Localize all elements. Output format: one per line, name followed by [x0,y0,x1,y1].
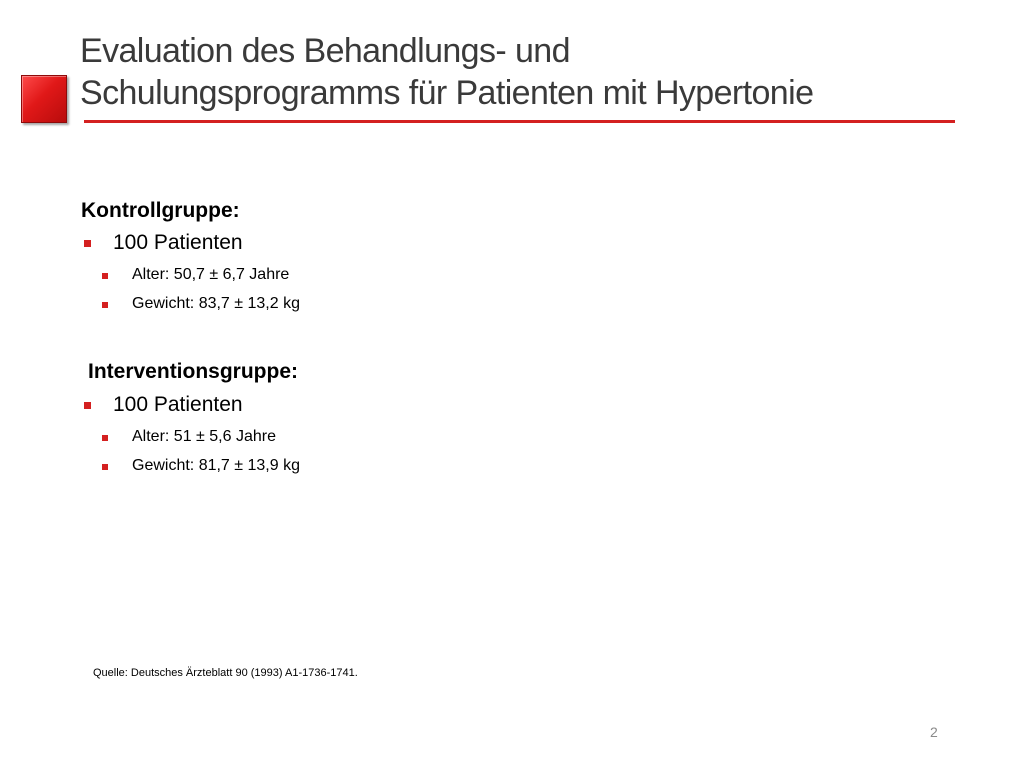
list-item-control-age [132,266,289,284]
title-line-2: Schulungsprogramms für Patienten mit Hypertonie [80,74,814,112]
control-age-text: Alter: 50,7 ± 6,7 Jahre [132,266,290,283]
source-citation: Quelle: Deutsches Ärzteblatt 90 (1993) A1-1736-1741. [93,667,358,679]
intervention-count-text: 100 Patienten [113,393,243,416]
page-number: 2 [930,724,938,740]
list-item-intervention-weight [132,457,300,475]
bullet-square-icon [102,302,108,308]
group-heading-intervention: Interventionsgruppe: [88,360,299,383]
group-heading-control: Kontrollgruppe: [81,199,240,222]
title-underline [84,120,955,123]
red-square-decoration [21,75,67,123]
list-item-control-weight [132,295,300,313]
title-line-1: Evaluation des Behandlungs- und [80,32,570,70]
bullet-square-icon [102,464,108,470]
list-item-control-count [113,231,243,255]
bullet-square-icon [102,435,108,441]
bullet-square-icon [84,240,91,247]
bullet-square-icon [102,273,108,279]
intervention-age-text: Alter: 51 ± 5,6 Jahre [132,428,276,445]
slide-title [80,30,980,114]
list-item-intervention-count [113,393,243,417]
intervention-weight-text: Gewicht: 81,7 ± 13,9 kg [132,457,300,474]
control-count-text: 100 Patienten [113,231,243,254]
list-item-intervention-age [132,428,276,446]
control-weight-text: Gewicht: 83,7 ± 13,2 kg [132,295,300,312]
bullet-square-icon [84,402,91,409]
